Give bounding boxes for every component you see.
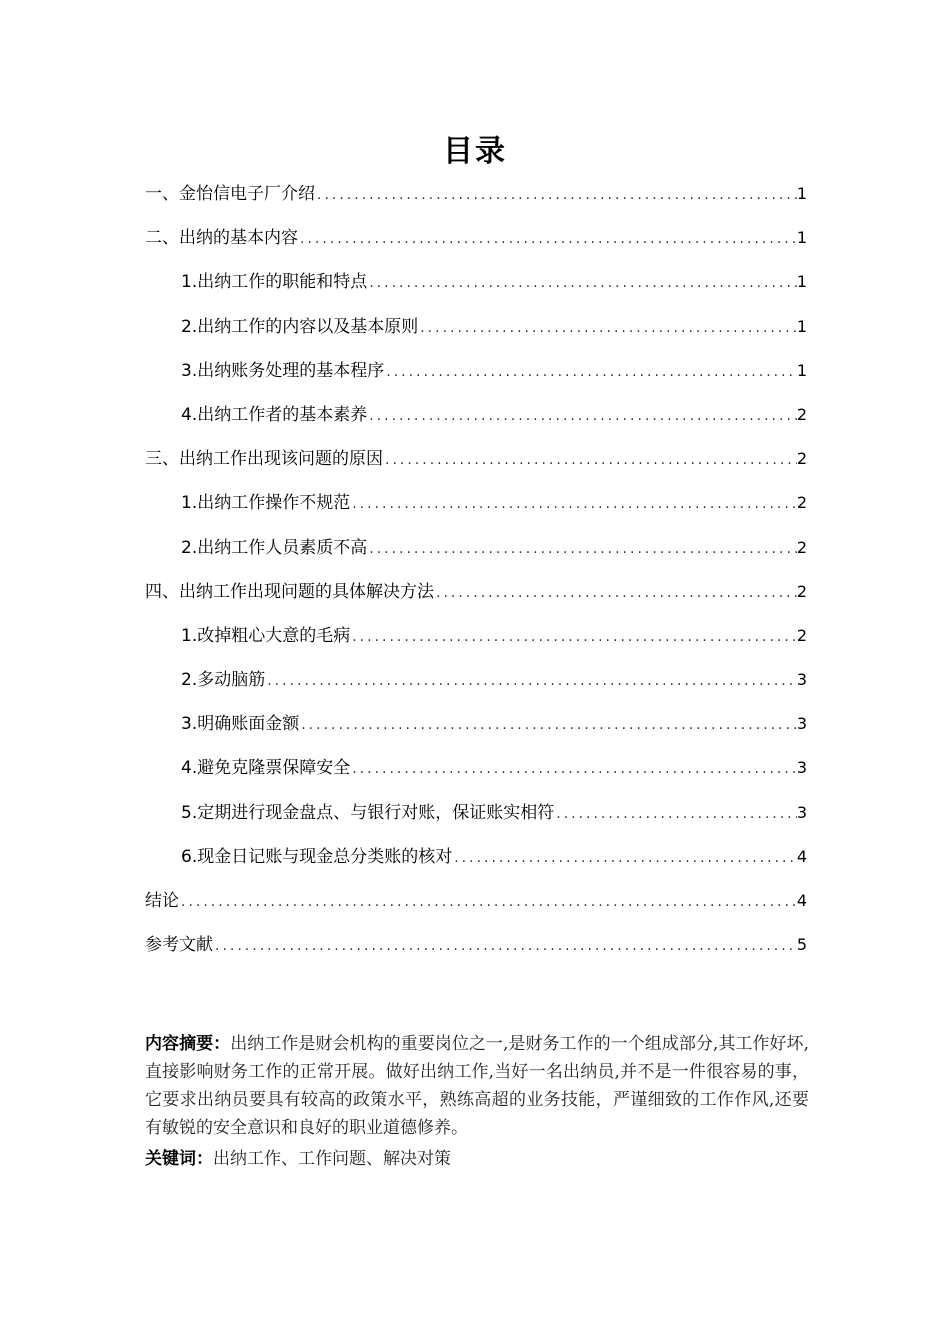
toc-dot-leader: [350, 749, 797, 789]
toc-dot-leader: [384, 352, 797, 392]
toc-dot-leader: [452, 838, 797, 878]
toc-entry-page-number: 1: [796, 184, 807, 203]
toc-entry-title: 1.出纳工作操作不规范: [181, 493, 351, 514]
toc-entry[interactable]: [145, 528, 807, 572]
toc-entry[interactable]: [145, 307, 807, 351]
toc-entry[interactable]: [145, 483, 807, 527]
toc-entry-title: 4.避免克隆票保障安全: [181, 758, 351, 779]
toc-entry-page-number: 1: [796, 360, 807, 380]
toc-entry-title: 2.多动脑筋: [181, 670, 266, 691]
toc-dot-leader: [179, 882, 797, 922]
toc-entry-title: 参考文献: [145, 935, 213, 956]
keywords-text: 出纳工作、工作问题、解决对策: [213, 1149, 451, 1169]
keywords-label: 关键词：: [145, 1149, 213, 1169]
toc-entry-page-number: 2: [796, 625, 807, 645]
toc-entry[interactable]: [145, 218, 807, 262]
toc-entry[interactable]: [145, 660, 807, 704]
toc-entry[interactable]: [145, 395, 807, 439]
toc-entry-page-number: 2: [796, 581, 807, 601]
toc-entry-title: 3.明确账面金额: [181, 714, 300, 735]
toc-entry-page-number: 3: [796, 802, 807, 822]
toc-dot-leader: [298, 219, 797, 259]
toc-dot-leader: [367, 263, 797, 303]
toc-dot-leader: [299, 705, 797, 745]
toc-entry-page-number: 2: [796, 537, 807, 557]
toc-entry[interactable]: [145, 616, 807, 660]
toc-dot-leader: [383, 440, 797, 480]
toc-entry-page-number: 5: [796, 935, 807, 955]
toc-entry[interactable]: [145, 351, 807, 395]
toc-entry-page-number: 3: [796, 714, 807, 734]
toc-entry-page-number: 4: [796, 891, 807, 910]
toc-entry[interactable]: [145, 704, 807, 748]
toc-entry-page-number: 2: [796, 493, 807, 513]
toc-entry-title: 二、出纳的基本内容: [145, 228, 298, 249]
toc-entry-page-number: 3: [796, 758, 807, 778]
toc-entry[interactable]: [145, 748, 807, 792]
toc-dot-leader: [350, 484, 797, 524]
table-of-contents: [145, 174, 807, 969]
toc-entry-title: 2.出纳工作人员素质不高: [181, 537, 368, 558]
toc-entry-page-number: 1: [796, 316, 807, 336]
toc-entry[interactable]: [145, 174, 807, 218]
toc-entry[interactable]: [145, 262, 807, 306]
toc-dot-leader: [213, 926, 797, 966]
toc-entry[interactable]: [145, 925, 807, 969]
toc-dot-leader: [367, 396, 797, 436]
toc-entry-title: 四、出纳工作出现问题的具体解决方法: [145, 581, 434, 602]
toc-entry-page-number: 1: [796, 228, 807, 248]
toc-entry-page-number: 3: [796, 670, 807, 690]
toc-dot-leader: [367, 529, 797, 569]
toc-dot-leader: [418, 308, 797, 348]
toc-entry-title: 6.现金日记账与现金总分类账的核对: [181, 846, 453, 867]
toc-entry[interactable]: [145, 793, 807, 837]
toc-entry-title: 5.定期进行现金盘点、与银行对账，保证账实相符: [181, 802, 555, 823]
toc-entry-page-number: 4: [796, 846, 807, 866]
toc-entry[interactable]: [145, 881, 807, 925]
toc-entry-title: 1.出纳工作的职能和特点: [181, 272, 368, 293]
toc-entry-title: 结论: [145, 891, 179, 911]
toc-entry[interactable]: [145, 439, 807, 483]
toc-dot-leader: [265, 661, 797, 701]
toc-entry-page-number: 2: [796, 404, 807, 424]
toc-dot-leader: [315, 175, 797, 215]
toc-entry-page-number: 2: [796, 449, 807, 469]
toc-entry[interactable]: [145, 572, 807, 616]
toc-entry-title: 三、出纳工作出现该问题的原因: [145, 449, 383, 470]
toc-entry-title: 2.出纳工作的内容以及基本原则: [181, 316, 419, 337]
toc-dot-leader: [554, 794, 797, 834]
toc-entry-title: 一、金怡信电子厂介绍: [145, 184, 315, 204]
abstract-label: 内容摘要：: [145, 1034, 231, 1054]
abstract-paragraph: [145, 1030, 809, 1142]
toc-entry-page-number: 1: [796, 272, 807, 292]
toc-entry-title: 3.出纳账务处理的基本程序: [181, 360, 385, 381]
toc-entry-title: 4.出纳工作者的基本素养: [181, 404, 368, 425]
page-title: 目录: [443, 134, 507, 169]
keywords-line: [145, 1145, 809, 1173]
abstract-text: 出纳工作是财会机构的重要岗位之一,是财务工作的一个组成部分,其工作好坏,直接影响财务工作的正常开展。做好出纳工作,当好一名出纳员,并不是一件很容易的事，它要求出纳员要具有较高的政策水平，熟练高超的业务技能，严谨细致的工作作风,还要有敏锐的安全意识和良好的职业道德修养。: [145, 1034, 810, 1138]
toc-dot-leader: [434, 573, 797, 613]
toc-entry-title: 1.改掉粗心大意的毛病: [181, 625, 351, 646]
toc-entry[interactable]: [145, 837, 807, 881]
toc-dot-leader: [350, 617, 797, 657]
